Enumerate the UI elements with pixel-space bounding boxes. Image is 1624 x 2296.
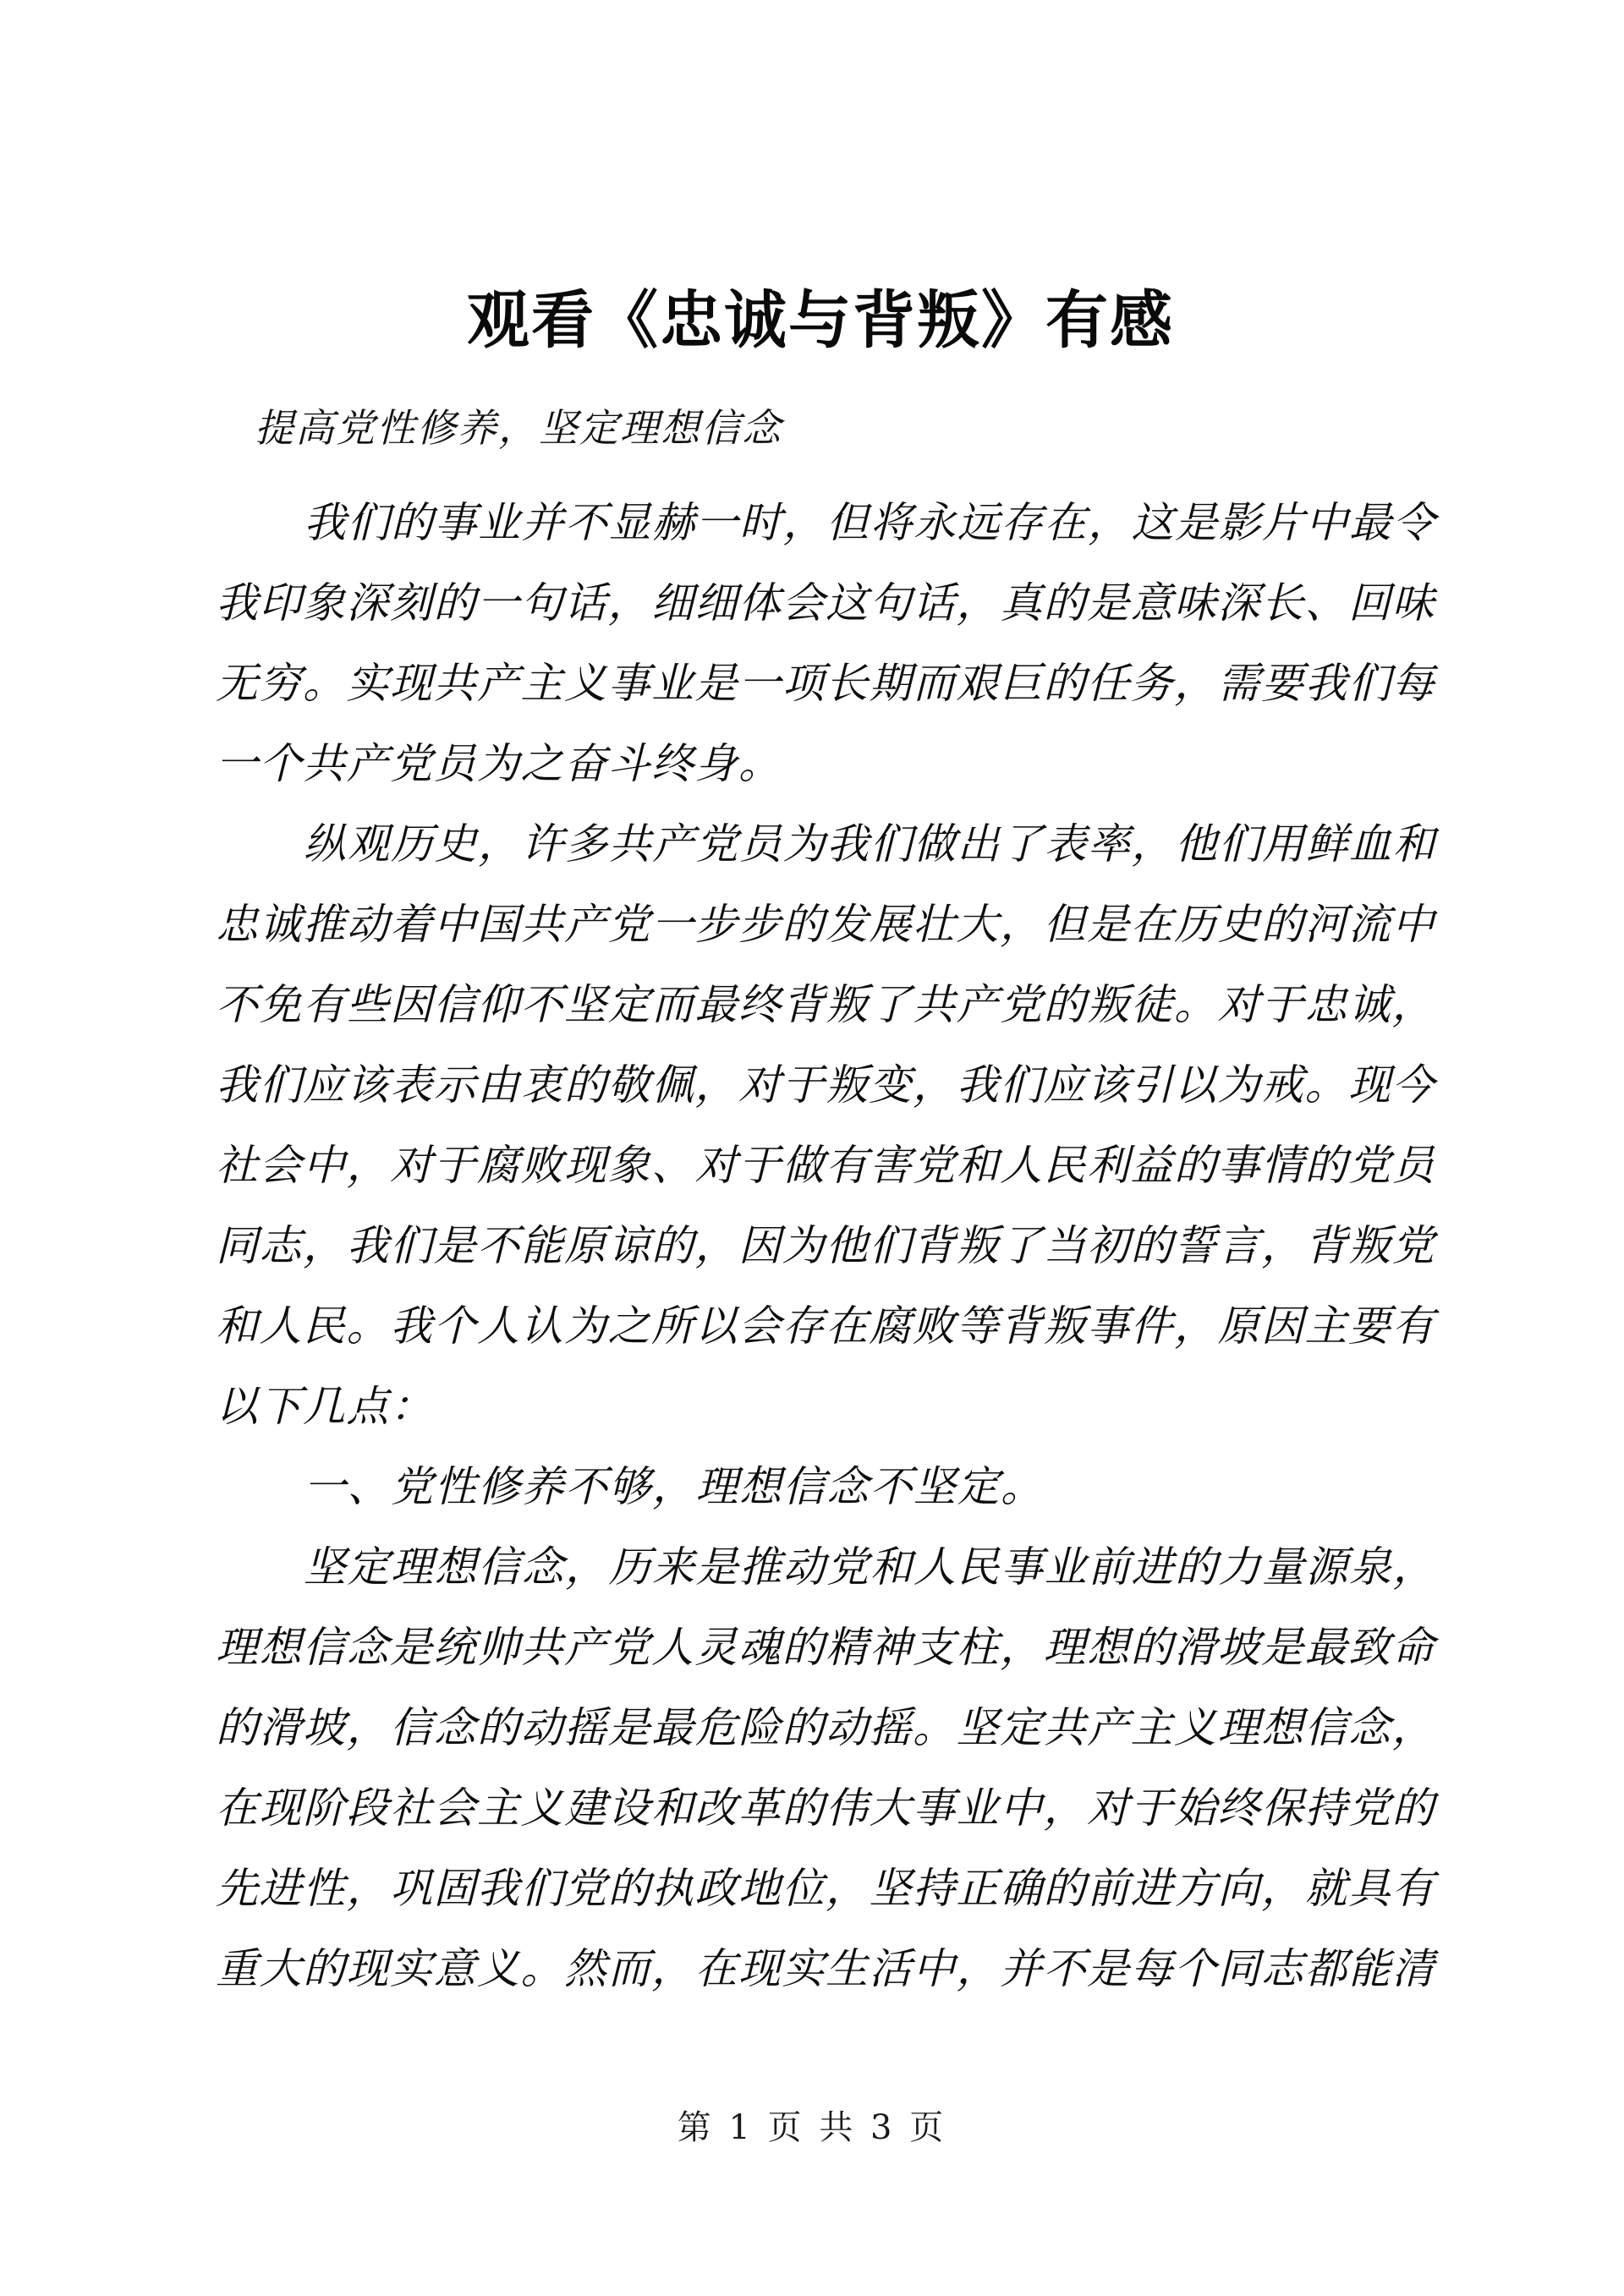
body-line: 无穷。实现共产主义事业是一项长期而艰巨的任务，需要我们每: [216, 658, 1435, 708]
document-subtitle: 提高党性修养，坚定理想信念: [255, 404, 782, 451]
body-line: 和人民。我个人认为之所以会存在腐败等背叛事件，原因主要有: [216, 1301, 1435, 1351]
document-text-column: [216, 0, 1436, 2009]
body-line: 一个共产党员为之奋斗终身。: [216, 738, 782, 788]
body-line: 重大的现实意义。然而，在现实生活中，并不是每个同志都能清: [216, 1943, 1435, 1993]
body-line: 不免有些因信仰不坚定而最终背叛了共产党的叛徒。对于忠诚，: [216, 979, 1435, 1029]
body-line: 我们的事业并不显赫一时，但将永远存在，这是影片中最令: [304, 497, 1436, 547]
body-line: 纵观历史，许多共产党员为我们做出了表率，他们用鲜血和: [304, 819, 1436, 869]
body-line: 的滑坡，信念的动摇是最危险的动摇。坚定共产主义理想信念，: [216, 1702, 1435, 1752]
page-footer: 第 1 页 共 3 页: [677, 2108, 947, 2147]
body-line: 社会中，对于腐败现象、对于做有害党和人民利益的事情的党员: [216, 1140, 1435, 1190]
body-line: 一、党性修养不够，理想信念不坚定。: [304, 1461, 1045, 1511]
body-line: 理想信念是统帅共产党人灵魂的精神支柱，理想的滑坡是最致命: [216, 1622, 1435, 1672]
body-line: 忠诚推动着中国共产党一步步的发展壮大，但是在历史的河流中: [216, 899, 1435, 949]
body-line: 同志，我们是不能原谅的，因为他们背叛了当初的誓言，背叛党: [216, 1220, 1435, 1270]
body-line: 我们应该表示由衷的敬佩，对于叛变，我们应该引以为戒。现今: [216, 1060, 1435, 1110]
body-line: 在现阶段社会主义建设和改革的伟大事业中，对于始终保持党的: [216, 1783, 1435, 1833]
document-body: [216, 447, 1436, 2009]
page-title: 观看《忠诚与背叛》有感: [467, 284, 1174, 357]
body-line: 坚定理想信念，历来是推动党和人民事业前进的力量源泉，: [304, 1542, 1436, 1592]
body-line: 先进性，巩固我们党的执政地位，坚持正确的前进方向，就具有: [216, 1863, 1435, 1913]
body-line: 我印象深刻的一句话，细细体会这句话，真的是意味深长、回味: [216, 578, 1435, 627]
body-line: 以下几点：: [216, 1381, 434, 1431]
